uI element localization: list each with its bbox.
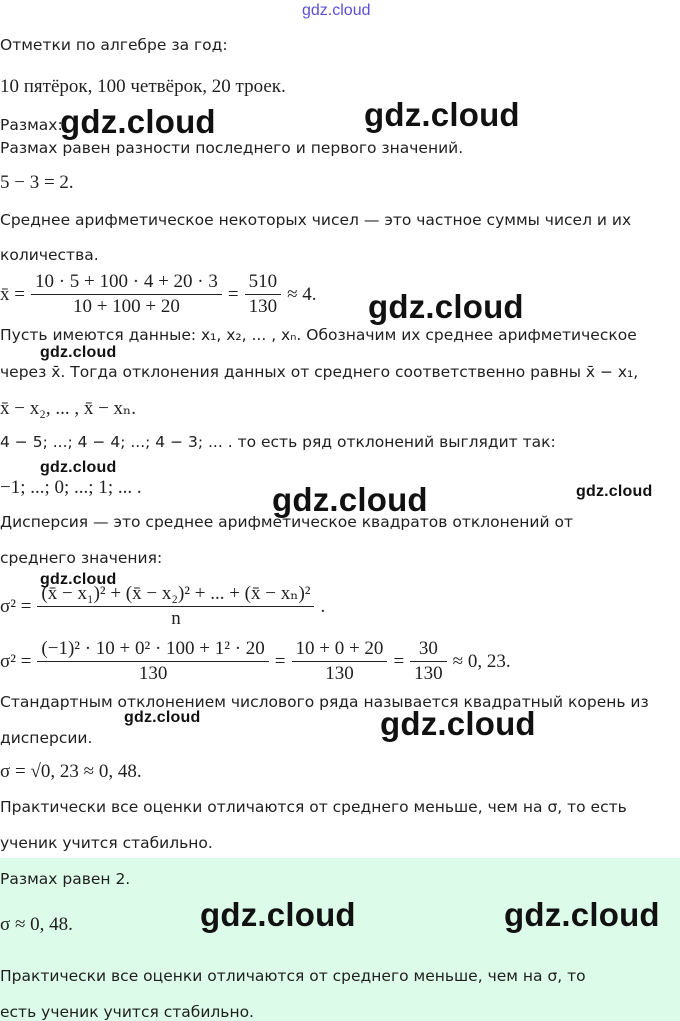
equals-sign: = xyxy=(227,283,239,305)
numerator: 30 xyxy=(410,637,447,662)
numerator: (x̄ − x₁)² + (x̄ − x₂)² + ... + (x̄ − xₙ)² xyxy=(37,582,314,607)
formula-tail: . xyxy=(320,595,326,617)
text-line: Отметки по алгебре за год: xyxy=(0,36,228,54)
watermark: gdz.cloud xyxy=(40,344,117,361)
math-line: −1; ...; 0; ...; 1; ... . xyxy=(0,477,142,498)
text-line: Стандартным отклонением числового ряда называется квадратный корень из xyxy=(0,693,649,711)
watermark: gdz.cloud xyxy=(364,96,520,133)
formula-lhs: σ² = xyxy=(0,595,32,617)
text-line: Пусть имеются данные: x₁, x₂, ... , xₙ. Обозначим их среднее арифметическое xyxy=(0,326,637,344)
denominator: 130 xyxy=(414,663,443,684)
formula-lhs: σ² = xyxy=(0,650,32,672)
text-line: Среднее арифметическое некоторых чисел — это частное суммы чисел и их xyxy=(0,211,632,229)
watermark: gdz.cloud xyxy=(40,459,117,476)
site-header-link[interactable]: gdz.cloud xyxy=(302,2,371,19)
text-line: Практически все оценки отличаются от среднего меньше, чем на σ, то есть xyxy=(0,798,627,816)
text-line: количества. xyxy=(0,246,99,264)
formula-tail: ≈ 4. xyxy=(287,283,317,305)
watermark: gdz.cloud xyxy=(504,896,660,933)
numerator: 10 · 5 + 100 · 4 + 20 · 3 xyxy=(31,270,222,295)
text-line: Размах равен разности последнего и первого значений. xyxy=(0,139,464,157)
equals-sign: = xyxy=(274,650,286,672)
math-line: 10 пятёрок, 100 четвёрок, 20 троек. xyxy=(0,76,286,97)
answer-block xyxy=(0,858,680,1021)
text-line: среднего значения: xyxy=(0,549,163,567)
text-line: дисперсии. xyxy=(0,729,93,747)
watermark: gdz.cloud xyxy=(368,288,524,325)
watermark: gdz.cloud xyxy=(124,709,201,726)
equals-sign: = xyxy=(393,650,405,672)
denominator: 130 xyxy=(248,296,278,317)
watermark: gdz.cloud xyxy=(200,896,356,933)
answer-math-line: σ ≈ 0, 48. xyxy=(0,914,73,935)
watermark: gdz.cloud xyxy=(380,705,536,742)
numerator: 510 xyxy=(245,270,282,295)
fraction xyxy=(31,270,222,319)
watermark: gdz.cloud xyxy=(576,483,653,500)
math-line: σ = √0, 23 ≈ 0, 48. xyxy=(0,761,142,782)
watermark: gdz.cloud xyxy=(60,103,216,140)
denominator: 10 + 100 + 20 xyxy=(72,296,180,317)
text-line: ученик учится стабильно. xyxy=(0,834,213,852)
variance-calculation xyxy=(0,637,511,686)
fraction xyxy=(292,637,388,686)
denominator: 130 xyxy=(138,663,168,684)
fraction xyxy=(37,582,314,631)
fraction xyxy=(410,637,447,686)
math-line: x̄ − x₂, ... , x̄ − xₙ. xyxy=(0,398,137,419)
math-line: 5 − 3 = 2. xyxy=(0,172,74,193)
variance-formula xyxy=(0,582,325,631)
numerator: (−1)² · 10 + 0² · 100 + 1² · 20 xyxy=(37,637,268,662)
fraction xyxy=(245,270,282,319)
watermark: gdz.cloud xyxy=(272,481,428,518)
denominator: 130 xyxy=(325,663,354,684)
denominator: n xyxy=(171,608,181,629)
answer-line: Практически все оценки отличаются от среднего меньше, чем на σ, то xyxy=(0,967,586,985)
watermark: gdz.cloud xyxy=(40,571,117,588)
text-line: Дисперсия — это среднее арифметическое квадратов отклонений от xyxy=(0,513,573,531)
text-line: 4 − 5; ...; 4 − 4; ...; 4 − 3; ... . то есть ряд отклонений выглядит так: xyxy=(0,433,556,451)
answer-line: Размах равен 2. xyxy=(0,870,131,888)
formula-tail: ≈ 0, 23. xyxy=(452,650,511,672)
text-line: Размах: xyxy=(0,116,63,134)
mean-formula xyxy=(0,270,317,319)
text-line: через x̄. Тогда отклонения данных от среднего соответственно равны x̄ − x₁, xyxy=(0,363,639,381)
fraction xyxy=(37,637,268,686)
answer-line: есть ученик учится стабильно. xyxy=(0,1003,254,1021)
numerator: 10 + 0 + 20 xyxy=(292,637,388,662)
formula-lhs: x̄ = xyxy=(0,283,25,305)
